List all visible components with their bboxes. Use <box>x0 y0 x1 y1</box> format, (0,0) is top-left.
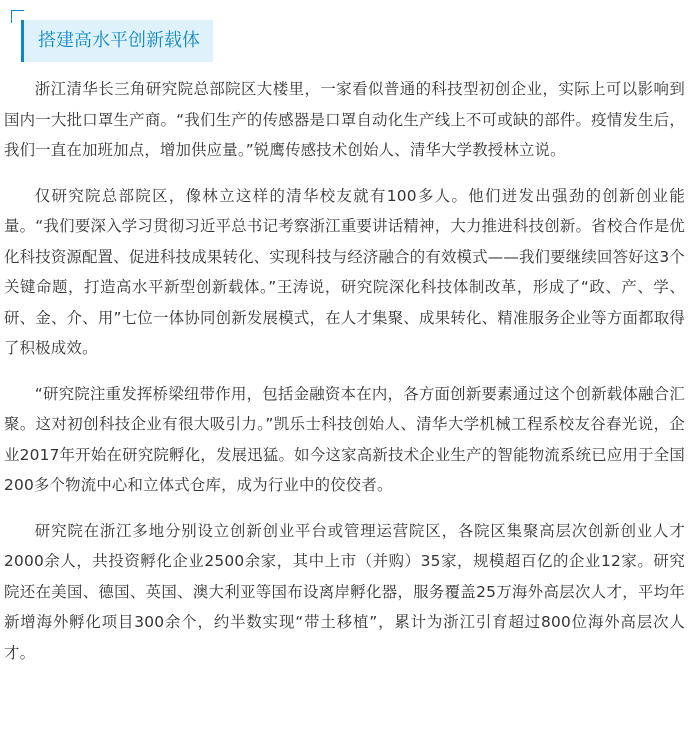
article-body <box>4 74 685 683</box>
paragraph-2: 仅研究院总部院区，像林立这样的清华校友就有100多人。他们迸发出强劲的创新创业能量。“我们要深入学习贯彻习近平总书记考察浙江重要讲话精神，大力推进科技创新。省校合作是优化科技资源配置、促进科技成果转化、实现科技与经济融合的有效模式——我们要继续回答好这3个关键命题，打造高水平新型创新载体。”王涛说，研究院深化科技体制改革，形成了“政、产、学、研、金、介、用”七位一体协同创新发展模式，在人才集聚、成果转化、精准服务企业等方面都取得了积极成效。 <box>4 186 685 357</box>
paragraph-1: 浙江清华长三角研究院总部院区大楼里，一家看似普通的科技型初创企业，实际上可以影响到国内一大批口罩生产商。“我们生产的传感器是口罩自动化生产线上不可或缺的部件。疫情发生后，我们一直在加班加点，增加供应量。”锐鹰传感技术创始人、清华大学教授林立说。 <box>4 80 685 159</box>
section-title: 搭建高水平创新载体 <box>38 30 200 51</box>
paragraph-3: “研究院注重发挥桥梁纽带作用，包括金融资本在内，各方面创新要素通过这个创新载体融合汇聚。这对初创科技企业有很大吸引力。”凯乐士科技创始人、清华大学机械工程系校友谷春光说，企业2017年开始在研究院孵化，发展迅猛。如今这家高新技术企业生产的智能物流系统已应用于全国200多个物流中心和立体式仓库，成为行业中的佼佼者。 <box>4 384 685 494</box>
section-heading <box>11 10 216 65</box>
section-heading-box <box>21 20 213 62</box>
paragraph-4: 研究院在浙江多地分别设立创新创业平台或管理运营院区，各院区集聚高层次创新创业人才2000余人，共投资孵化企业2500余家，其中上市（并购）35家，规模超百亿的企业12家。研究院还在美国、德国、英国、澳大利亚等国布设离岸孵化器，服务覆盖25万海外高层次人才，平均年新增海外孵化项目300余个，约半数实现“带土移植”，累计为浙江引育超过800位海外高层次人才。 <box>4 521 685 662</box>
